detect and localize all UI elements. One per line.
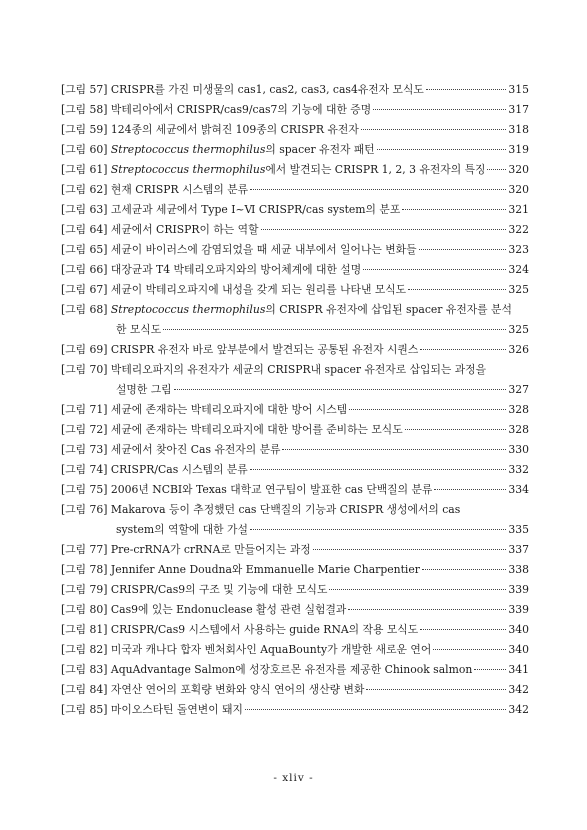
page-ref: 328	[508, 403, 529, 416]
page-ref: 327	[508, 383, 529, 396]
figure-label: [그림 64]	[61, 223, 108, 236]
dot-leader	[433, 649, 506, 650]
figure-label: [그림 61]	[61, 163, 108, 176]
dot-leader	[426, 89, 507, 90]
page-ref: 326	[508, 343, 529, 356]
figure-entry	[61, 400, 529, 420]
figure-entry	[61, 260, 529, 280]
figure-title: Streptococcus thermophilus의 spacer 유전자 패턴	[110, 143, 375, 156]
figure-label: [그림 75]	[61, 483, 108, 496]
figure-title: 대장균과 T4 박테리오파지와의 방어체계에 대한 설명	[110, 263, 362, 276]
dot-leader	[434, 489, 506, 490]
figure-title: Jennifer Anne Doudna와 Emmanuelle Marie Charpentier	[110, 563, 420, 576]
page-ref: 328	[508, 423, 529, 436]
dot-leader	[373, 109, 506, 110]
figure-entry	[61, 140, 529, 160]
figure-title: 현재 CRISPR 시스템의 분류	[110, 183, 249, 196]
figure-label: [그림 71]	[61, 403, 108, 416]
figure-label: [그림 74]	[61, 463, 108, 476]
figure-title: CRISPR/Cas9 시스템에서 사용하는 guide RNA의 작용 모식도	[110, 623, 419, 636]
dot-leader	[250, 189, 506, 190]
figure-list	[61, 80, 529, 720]
figure-label: [그림 62]	[61, 183, 108, 196]
figure-entry	[61, 440, 529, 460]
figure-entry	[61, 160, 529, 180]
figure-label: [그림 63]	[61, 203, 108, 216]
page-ref: 318	[508, 123, 529, 136]
figure-title: 자연산 연어의 포획량 변화와 양식 연어의 생산량 변화	[110, 683, 365, 696]
page-ref: 320	[508, 163, 529, 176]
figure-title: 세균이 바이러스에 감염되었을 때 세균 내부에서 일어나는 변화들	[110, 243, 417, 256]
page-ref: 330	[508, 443, 529, 456]
figure-title: 박테리오파지의 유전자가 세균의 CRISPR내 spacer 유전자로 삽입되는 과정을	[110, 363, 487, 376]
figure-title: Cas9에 있는 Endonuclease 활성 관련 실험결과	[110, 603, 347, 616]
page-ref: 319	[508, 143, 529, 156]
page-ref: 342	[508, 703, 529, 716]
page-ref: 323	[508, 243, 529, 256]
figure-label: [그림 72]	[61, 423, 108, 436]
dot-leader	[245, 709, 506, 710]
dot-leader	[163, 329, 506, 330]
figure-entry	[61, 240, 529, 260]
dot-leader	[174, 389, 507, 390]
page-ref: 321	[508, 203, 529, 216]
dot-leader	[250, 469, 507, 470]
figure-title: Pre-crRNA가 crRNA로 만들어지는 과정	[110, 543, 311, 556]
figure-label: [그림 66]	[61, 263, 108, 276]
figure-label: [그림 59]	[61, 123, 108, 136]
figure-title: 마이오스타틴 돌연변이 돼지	[110, 703, 243, 716]
figure-title: Streptococcus thermophilus에서 발견되는 CRISPR 1, 2, 3 유전자의 특징	[110, 163, 486, 176]
dot-leader	[405, 429, 507, 430]
page-ref: 338	[508, 563, 529, 576]
page-ref: 339	[508, 583, 529, 596]
dot-leader	[377, 149, 507, 150]
dot-leader	[261, 229, 507, 230]
page-ref: 332	[508, 463, 529, 476]
page-ref: 342	[508, 683, 529, 696]
figure-title: 미국과 캐나다 합자 벤처회사인 AquaBounty가 개발한 새로운 연어	[110, 643, 432, 656]
page-ref: 320	[508, 183, 529, 196]
dot-leader	[250, 529, 507, 530]
figure-title: 세균에 존재하는 박테리오파지에 대한 방어를 준비하는 모식도	[110, 423, 403, 436]
dot-leader	[348, 609, 506, 610]
figure-entry	[61, 120, 529, 140]
figure-entry	[61, 680, 529, 700]
figure-entry	[61, 80, 529, 100]
figure-title: system의 역할에 대한 가설	[116, 523, 248, 536]
figure-entry	[61, 580, 529, 600]
figure-label: [그림 78]	[61, 563, 108, 576]
page-ref: 334	[508, 483, 529, 496]
page-ref: 322	[508, 223, 529, 236]
page-ref: 341	[508, 663, 529, 676]
figure-title: Makarova 등이 추정했던 cas 단백질의 기능과 CRISPR 생성에서의 cas	[110, 503, 461, 516]
page-ref: 315	[508, 83, 529, 96]
figure-title: CRISPR를 가진 미생물의 cas1, cas2, cas3, cas4유전자 모식도	[110, 83, 424, 96]
page-ref: 340	[508, 623, 529, 636]
dot-leader	[402, 209, 506, 210]
page-ref: 337	[508, 543, 529, 556]
page-ref: 340	[508, 643, 529, 656]
dot-leader	[349, 409, 506, 410]
figure-title: 세균에 존재하는 박테리오파지에 대한 방어 시스템	[110, 403, 348, 416]
figure-label: [그림 69]	[61, 343, 108, 356]
figure-title: CRISPR/Cas9의 구조 및 기능에 대한 모식도	[110, 583, 328, 596]
figure-label: [그림 70]	[61, 363, 108, 376]
figure-title: CRISPR 유전자 바로 앞부분에서 발견되는 공통된 유전자 시퀀스	[110, 343, 419, 356]
page-number: - xliv -	[273, 772, 314, 784]
figure-label: [그림 73]	[61, 443, 108, 456]
figure-label: [그림 83]	[61, 663, 108, 676]
dot-leader	[420, 349, 506, 350]
dot-leader	[422, 569, 506, 570]
figure-entry	[61, 300, 529, 340]
figure-title: 설명한 그림	[116, 383, 172, 396]
figure-entry	[61, 200, 529, 220]
dot-leader	[487, 169, 506, 170]
figure-label: [그림 81]	[61, 623, 108, 636]
figure-entry	[61, 340, 529, 360]
dot-leader	[329, 589, 506, 590]
page-ref: 317	[508, 103, 529, 116]
figure-title: 세균에서 찾아진 Cas 유전자의 분류	[110, 443, 281, 456]
figure-entry	[61, 500, 529, 540]
figure-entry	[61, 660, 529, 680]
figure-entry	[61, 480, 529, 500]
figure-entry	[61, 540, 529, 560]
figure-label: [그림 84]	[61, 683, 108, 696]
figure-label: [그림 79]	[61, 583, 108, 596]
figure-title: 한 모식도	[116, 323, 162, 336]
figure-title: 고세균과 세균에서 Type Ⅰ~Ⅵ CRISPR/cas system의 분포	[110, 203, 401, 216]
figure-title: 2006년 NCBI와 Texas 대학교 연구팀이 발표한 cas 단백질의 분류	[110, 483, 433, 496]
figure-title: CRISPR/Cas 시스템의 분류	[110, 463, 248, 476]
page-ref: 325	[508, 323, 529, 336]
figure-entry	[61, 620, 529, 640]
page-ref: 325	[508, 283, 529, 296]
figure-entry	[61, 600, 529, 620]
figure-title: 박테리아에서 CRISPR/cas9/cas7의 기능에 대한 증명	[110, 103, 372, 116]
figure-title: 124종의 세균에서 밝혀진 109종의 CRISPR 유전자	[110, 123, 359, 136]
figure-label: [그림 57]	[61, 83, 108, 96]
figure-title: Streptococcus thermophilus의 CRISPR 유전자에 삽입된 spacer 유전자를 분석	[110, 303, 512, 316]
dot-leader	[363, 269, 506, 270]
figure-title: 세균이 박테리오파지에 내성을 갖게 되는 원리를 나타낸 모식도	[110, 283, 407, 296]
figure-entry	[61, 180, 529, 200]
figure-title: 세균에서 CRISPR이 하는 역할	[110, 223, 259, 236]
figure-label: [그림 82]	[61, 643, 108, 656]
figure-entry	[61, 560, 529, 580]
figure-label: [그림 85]	[61, 703, 108, 716]
dot-leader	[420, 629, 506, 630]
figure-label: [그림 65]	[61, 243, 108, 256]
dot-leader	[366, 689, 506, 690]
dot-leader	[361, 129, 507, 130]
figure-entry	[61, 640, 529, 660]
figure-title: AquAdvantage Salmon에 성장호르몬 유전자를 제공한 Chinook salmon	[110, 663, 473, 676]
dot-leader	[408, 289, 506, 290]
figure-entry	[61, 100, 529, 120]
figure-entry	[61, 280, 529, 300]
figure-label: [그림 67]	[61, 283, 108, 296]
page-ref: 339	[508, 603, 529, 616]
figure-entry	[61, 420, 529, 440]
figure-entry	[61, 360, 529, 400]
figure-label: [그림 77]	[61, 543, 108, 556]
figure-label: [그림 80]	[61, 603, 108, 616]
dot-leader	[282, 449, 506, 450]
dot-leader	[419, 249, 507, 250]
figure-entry	[61, 220, 529, 240]
figure-label: [그림 58]	[61, 103, 108, 116]
dot-leader	[313, 549, 507, 550]
page-ref: 324	[508, 263, 529, 276]
figure-label: [그림 60]	[61, 143, 108, 156]
page-ref: 335	[508, 523, 529, 536]
figure-entry	[61, 460, 529, 480]
figure-label: [그림 68]	[61, 303, 108, 316]
dot-leader	[474, 669, 506, 670]
figure-entry	[61, 700, 529, 720]
figure-label: [그림 76]	[61, 503, 108, 516]
